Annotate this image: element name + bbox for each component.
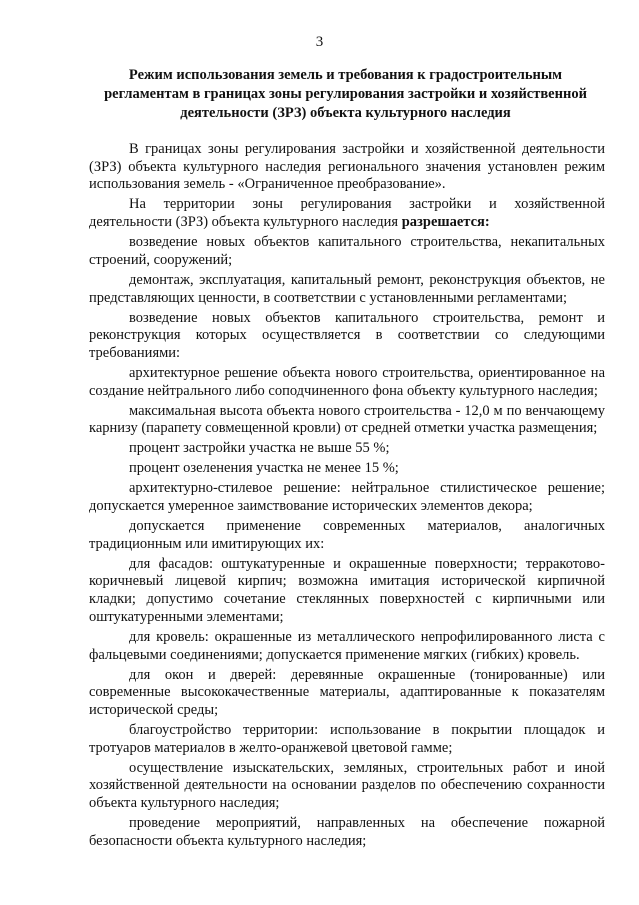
heading-line: деятельности (ЗРЗ) объекта культурного наследия — [180, 105, 511, 121]
paragraph: возведение новых объектов капитального строительства, некапитальных строений, сооружений; — [89, 234, 605, 268]
paragraph-permitted-intro — [89, 196, 605, 231]
permitted-keyword: разрешается: — [401, 214, 490, 231]
paragraph: допускается применение современных материалов, аналогичных традиционным или имитирующих их: — [89, 518, 605, 552]
paragraph: архитектурное решение объекта нового строительства, ориентированное на создание нейтрального либо соподчиненного фона объекту культурного наследия; — [89, 364, 605, 399]
page-number: 3 — [315, 34, 324, 50]
paragraph: осуществление изыскательских, земляных, строительных работ и иной хозяйственной деятельности на основании разделов по обеспечению сохранности объекта культурного наследия; — [89, 759, 605, 812]
paragraph: процент застройки участка не выше 55 %; — [129, 440, 390, 457]
paragraph: демонтаж, эксплуатация, капитальный ремонт, реконструкция объектов, не представляющих ценности, в соответствии с установленными регламентами; — [89, 271, 605, 306]
paragraph: архитектурно-стилевое решение: нейтральное стилистическое решение; допускается умеренное заимствование исторических элементов декора; — [89, 480, 605, 515]
paragraph: проведение мероприятий, направленных на обеспечение пожарной безопасности объекта культурного наследия; — [89, 815, 605, 849]
paragraph: процент озеленения участка не менее 15 %; — [129, 460, 399, 477]
heading-line: регламентам в границах зоны регулирования застройки и хозяйственной — [104, 86, 587, 102]
section-heading — [88, 66, 603, 123]
document-body — [89, 141, 605, 853]
paragraph: для окон и дверей: деревянные окрашенные (тонированные) или современные высококачественные материалы, адаптированные к показателям исторической среды; — [89, 666, 605, 718]
heading-line: Режим использования земель и требования к градостроительным — [128, 67, 563, 83]
paragraph: возведение новых объектов капитального строительства, ремонт и реконструкция которых осуществляется в соответствии со следующими требованиями: — [89, 309, 605, 361]
paragraph: для фасадов: оштукатуренные и окрашенные поверхности; терракотово-коричневый лицевой кирпич; возможна имитация исторической кирпичной кладки; допустимо сочетание стеклянных поверхностей с кирпичными или оштукатуренными элементами; — [89, 555, 605, 625]
paragraph: для кровель: окрашенные из металлического непрофилированного листа с фальцевыми соединениями; допускается применение мягких (гибких) кровель. — [89, 628, 605, 663]
paragraph: максимальная высота объекта нового строительства - 12,0 м по венчающему карнизу (парапету совмещенной кровли) от средней отметки участка размещения; — [89, 402, 605, 437]
paragraph-text: На территории зоны регулирования застройки и хозяйственной деятельности (ЗРЗ) объекта культурного наследия — [89, 196, 605, 231]
paragraph: В границах зоны регулирования застройки и хозяйственной деятельности (ЗРЗ) объекта культурного наследия регионального значения установлен режим использования земель - «Ограниченное преобразование». — [89, 141, 605, 193]
paragraph: благоустройство территории: использование в покрытии площадок и тротуаров материалов в желто-оранжевой цветовой гамме; — [89, 721, 605, 756]
